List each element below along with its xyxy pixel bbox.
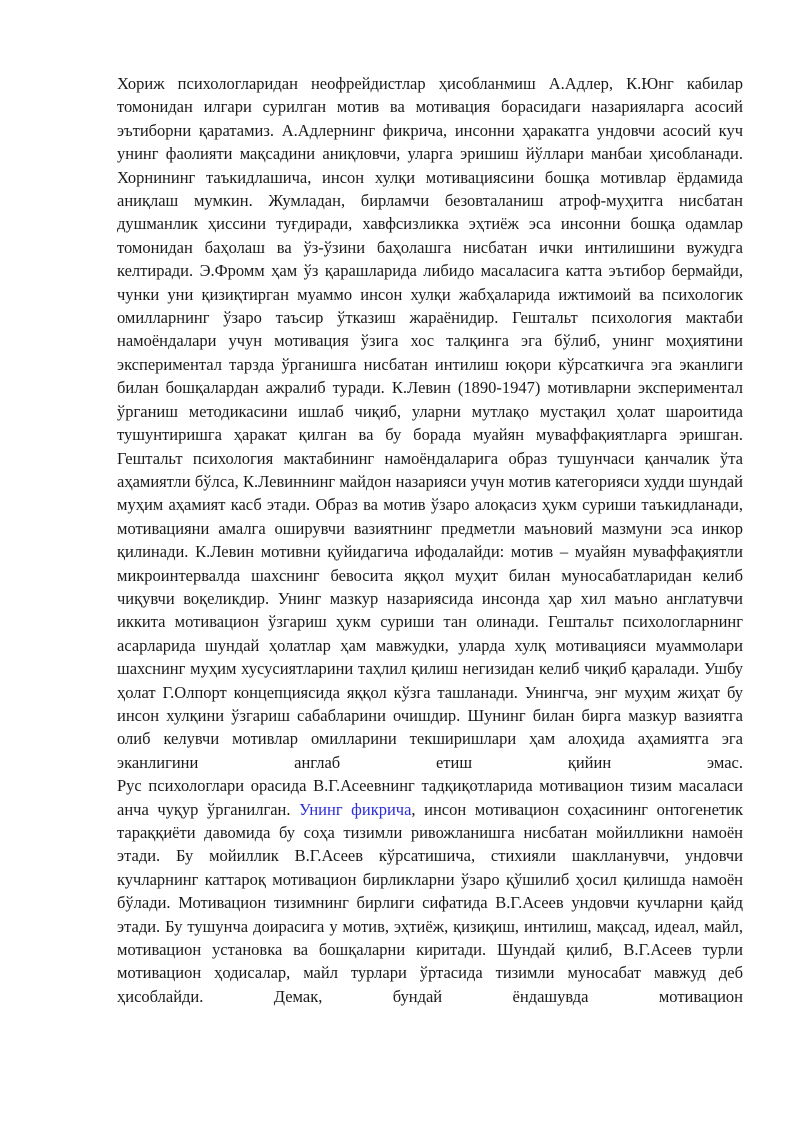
paragraph-2-text-end: , инсон мотивацион соҳасининг онтогенетик тараққиёти давомида бу соҳа тизимли ривожланишга нисбатан мойилликни намоён этади. Бу мойиллик В.Г.Асеев кўрсатишича, стихияли шаклланувчи, ундовчи кучларнинг каттароқ мотивацион бирликларни ўзаро қўшилиб ҳосил қилишда намоён бўлади. Мотивацион тизимнинг бирлиги сифатида В.Г.Асеев ундовчи кучларни қайд этади. Бу тушунча доирасига у мотив, эҳтиёж, қизиқиш, интилиш, мақсад, идеал, майл, мотивацион установка ва бошқаларни киритади. Шундай қилиб, В.Г.Асеев турли мотивацион ҳодисалар, майл турлари ўртасида тизимли муносабат мавжуд деб ҳисоблайди. Демак, бундай ёндашувда мотивацион [117, 799, 744, 1006]
highlighted-link-text[interactable]: Унинг фикрича [299, 799, 412, 819]
paragraph-1 [117, 72, 743, 774]
paragraph-2-text-start: Рус психологлари орасида В.Г.Асеевнинг тадқиқотларида мотивацион тизим масаласи анча чуқур ўрганилган. [117, 776, 743, 819]
paragraph-2 [117, 774, 743, 1008]
paragraph-1-text: Хориж психологларидан неофрейдистлар ҳисобланмиш А.Адлер, К.Юнг кабилар томонидан илгари сурилган мотив ва мотивация борасидаги назарияларга асосий эътиборни қаратамиз. А.Адлернинг фикрича, инсонни ҳаракатга ундовчи асосий куч унинг фаолияти мақсадини аниқловчи, уларга эришиш йўллари манбаи ҳисобланади. Хорнининг таъкидлашича, инсон хулқи мотивациясини бошқа мотивлар ёрдамида аниқлаш мумкин. Жумладан, бирламчи безовталаниш атроф-муҳитга нисбатан душманлик ҳиссини туғдиради, хавфсизликка эҳтиёж эса инсонни бошқа одамлар томонидан баҳолаш ва ўз-ўзини баҳолашга нисбатан ички интилишини вужудга келтиради. Э.Фромм ҳам ўз қарашларида либидо масаласига катта эътибор бермайди, чунки уни қизиқтирган муаммо инсон хулқи жабҳаларида ижтимоий ва психологик омилларнинг ўзаро таъсир ўтказиш жараёнидир. Гештальт психология мактаби намоёндалари учун мотивация ўзига хос талқинга эга бўлиб, унинг моҳиятини экспериментал тарзда ўрганишга нисбатан интилиш юқори кўрсаткичга эга эканлиги билан бошқалардан ажралиб туради. К.Левин (1890-1947) мотивларни экспериментал ўрганиш методикасини ишлаб чиқиб, уларни мутлақо мустақил ҳолат шароитида тушунтиришга ҳаракат қилган ва бу борада муайян муваффақиятларга эришган. Гештальт психология мактабининг намоёндаларига образ тушунчаси қанчалик ўта аҳамиятли бўлса, К.Левиннинг майдон назарияси учун мотив категорияси худди шундай муҳим аҳамият касб этади. Образ ва мотив ўзаро алоқасиз ҳукм суриши таъкидланади, мотивацияни амалга оширувчи вазиятнинг предметли маъновий мазмуни эса инкор қилинади. К.Левин мотивни қуйидагича ифодалайди: мотив – муайян муваффақиятли микроинтервалда шахснинг бевосита яққол муҳит билан муносабатларидан келиб чиқувчи воқеликдир. Унинг мазкур назариясида инсонда ҳар хил маъно англатувчи иккита мотивацион ўзгариш ҳукм суриши тан олинади. Гештальт психологларнинг асарларида шундай ҳолатлар ҳам мавжудки, уларда хулқ мотивацияси муаммолари шахснинг муҳим хусусиятларини таҳлил қилиш негизидан келиб чиқиб қаралади. Ушбу ҳолат Г.Олпорт концепциясида яққол кўзга ташланади. Унингча, энг муҳим жиҳат бу инсон хулқини ўзгариш сабабларини очишдир. Шунинг билан бирга мазкур вазиятга олиб келувчи мотивлар омилларини текширишлари ҳам алоҳида аҳамиятга эга эканлигини англаб етиш қийин эмас. [117, 74, 743, 772]
document-page [117, 72, 743, 1008]
